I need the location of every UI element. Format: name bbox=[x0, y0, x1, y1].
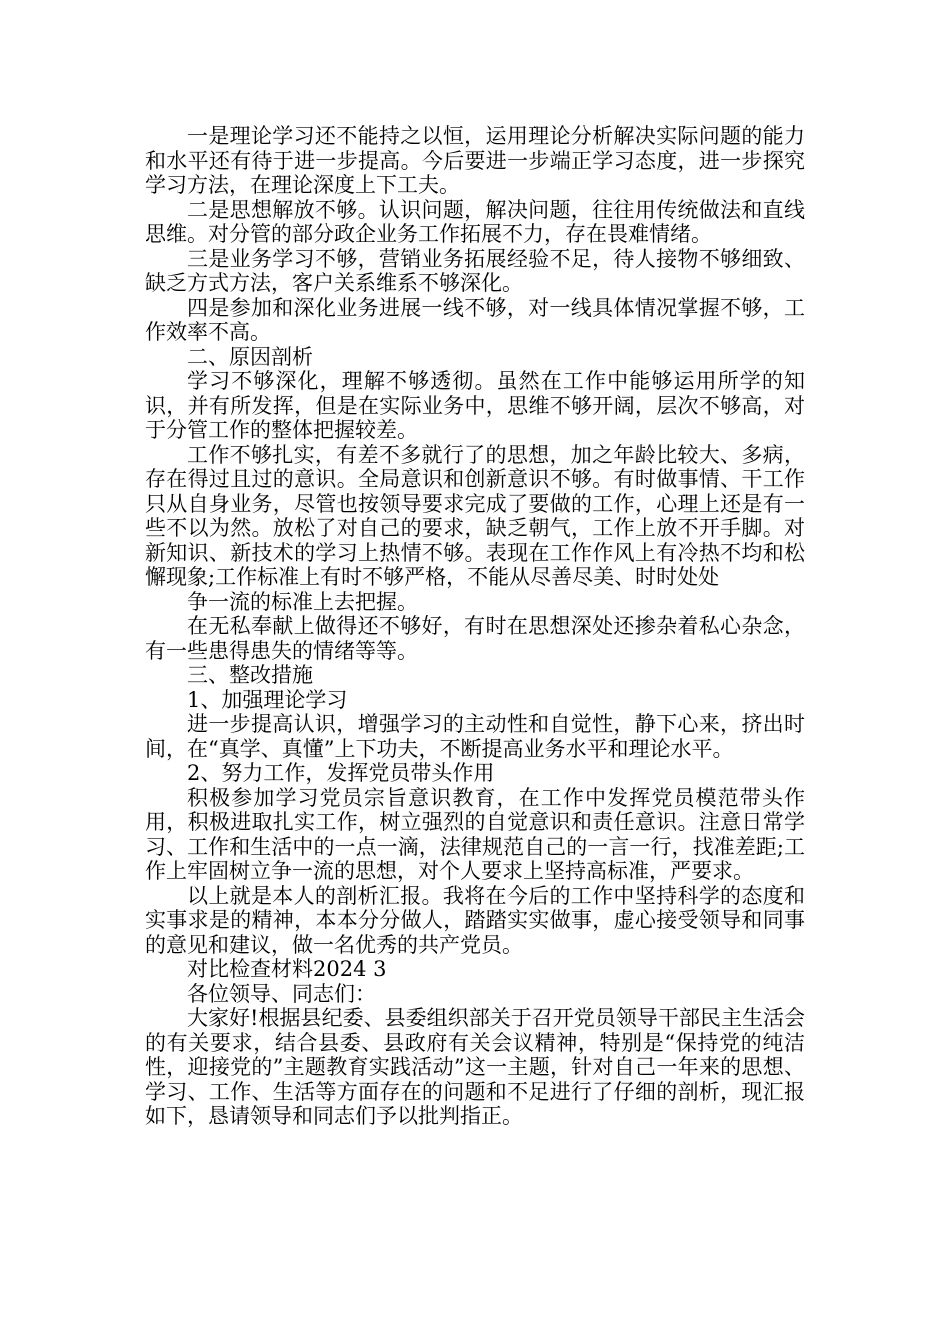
subheading-work-hard: 2、努力工作，发挥党员带头作用 bbox=[187, 761, 495, 785]
subheading-theory-study: 1、加强理论学习 bbox=[187, 687, 348, 712]
paragraph-2: 二是思想解放不够。认识问题，解决问题，往往用传统做法和直线思维。对分管的部分政企业务工作拓展不力，存在畏难情绪。 bbox=[145, 197, 805, 246]
paragraph-3: 三是业务学习不够，营销业务拓展经验不足，待人接物不够细致、缺乏方式方法，客户关系维系不够深化。 bbox=[145, 246, 805, 295]
document-title-line: 对比检查材料2024 3 bbox=[187, 957, 387, 981]
paragraph-9: 进一步提高认识，增强学习的主动性和自觉性，静下心来，挤出时间，在“真学、真懂”上下功夫，不断提高业务水平和理论水平。 bbox=[145, 712, 805, 761]
paragraph-8: 在无私奉献上做得还不够好，有时在思想深处还掺杂着私心杂念，有一些患得患失的情绪等等。 bbox=[145, 614, 805, 663]
paragraph-6: 工作不够扎实，有差不多就行了的思想，加之年龄比较大、多病，存在得过且过的意识。全局意识和创新意识不够。有时做事情、干工作只从自身业务，尽管也按领导要求完成了要做的工作，心理上还是有一些不以为然。放松了对自己的要求，缺乏朝气，工作上放不开手脚。对新知识、新技术的学习上热情不够。表现在工作作风上有冷热不均和松懈现象;工作标准上有时不够严格，不能从尽善尽美、时时处处 bbox=[145, 442, 805, 589]
document-body bbox=[145, 124, 805, 1129]
paragraph-7: 争一流的标准上去把握。 bbox=[187, 589, 418, 614]
section-heading-rectification: 三、整改措施 bbox=[187, 663, 313, 687]
paragraph-5: 学习不够深化，理解不够透彻。虽然在工作中能够运用所学的知识，并有所发挥，但是在实际业务中，思维不够开阔，层次不够高，对于分管工作的整体把握较差。 bbox=[145, 369, 805, 442]
paragraph-10: 积极参加学习党员宗旨意识教育，在工作中发挥党员模范带头作用，积极进取扎实工作，树立强烈的自觉意识和责任意识。注意日常学习、工作和生活中的一点一滴，法律规范自己的一言一行，找准差距;工作上牢固树立争一流的思想，对个人要求上坚持高标准，严要求。 bbox=[145, 785, 805, 883]
section-heading-cause-analysis: 二、原因剖析 bbox=[187, 344, 313, 369]
paragraph-12: 大家好!根据县纪委、县委组织部关于召开党员领导干部民主生活会的有关要求，结合县委、县政府有关会议精神，特别是“保持党的纯洁性，迎接党的”主题教育实践活动”这一主题，针对自己一年来的思想、学习、工作、生活等方面存在的问题和不足进行了仔细的剖析，现汇报如下，恳请领导和同志们予以批判指正。 bbox=[145, 1006, 805, 1128]
paragraph-11: 以上就是本人的剖析汇报。我将在今后的工作中坚持科学的态度和实事求是的精神，本本分分做人，踏踏实实做事，虚心接受领导和同事的意见和建议，做一名优秀的共产党员。 bbox=[145, 883, 805, 957]
paragraph-4: 四是参加和深化业务进展一线不够，对一线具体情况掌握不够，工作效率不高。 bbox=[145, 295, 805, 344]
salutation: 各位领导、同志们： bbox=[187, 981, 376, 1006]
paragraph-1: 一是理论学习还不能持之以恒，运用理论分析解决实际问题的能力和水平还有待于进一步提高。今后要进一步端正学习态度，进一步探究学习方法，在理论深度上下工夫。 bbox=[145, 124, 805, 197]
